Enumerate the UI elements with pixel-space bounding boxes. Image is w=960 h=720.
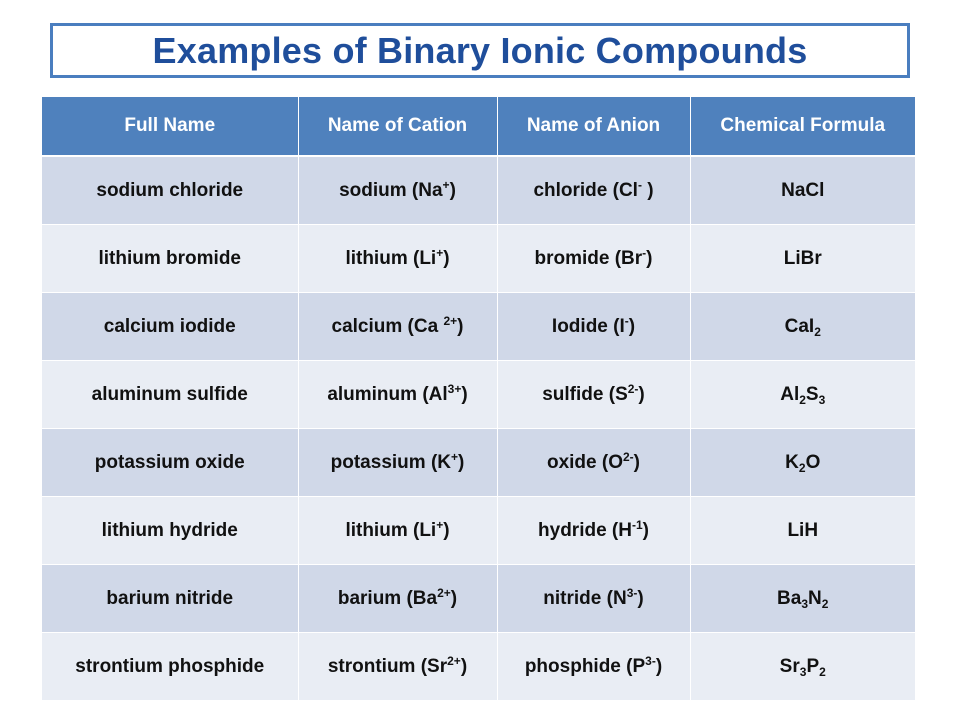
cell-formula [690, 225, 915, 293]
table-row [42, 156, 915, 225]
anion-close: ) [638, 383, 645, 405]
anion-close: ) [628, 315, 636, 337]
cation-charge: 2+ [443, 313, 458, 328]
anion-close: ) [642, 519, 649, 541]
anion-charge: 2- [627, 381, 639, 396]
table-row [42, 293, 915, 361]
cation-close: ) [458, 451, 465, 473]
cell-anion [497, 225, 690, 293]
cell-anion [497, 156, 690, 225]
cell-anion [497, 497, 690, 565]
anion-charge: 3- [645, 653, 656, 668]
cation-close: ) [449, 179, 456, 201]
table-row [42, 225, 915, 293]
cell-cation [298, 565, 497, 633]
page-title: Examples of Binary Ionic Compounds [152, 29, 808, 71]
formula-symbol: Ba [777, 587, 802, 609]
cation-name: sodium (Na [339, 179, 443, 201]
cell-full-name: calcium iodide [42, 293, 298, 361]
anion-name: bromide (Br [534, 247, 643, 269]
anion-charge: - [637, 177, 642, 192]
formula-symbol: LiH [787, 519, 819, 541]
cation-name: aluminum (Al [327, 383, 448, 405]
anion-name: phosphide (P [524, 655, 646, 677]
cation-close: ) [443, 247, 450, 269]
formula-subscript: 2 [814, 324, 821, 339]
cell-formula [690, 633, 915, 701]
formula-symbol: N [808, 587, 822, 609]
anion-name: sulfide (S [542, 383, 628, 405]
header-full-name: Full Name [42, 97, 298, 156]
cell-cation [298, 293, 497, 361]
formula-subscript: 2 [798, 460, 806, 475]
cell-full-name: sodium chloride [42, 156, 298, 225]
anion-close: ) [646, 247, 653, 269]
cell-full-name: lithium hydride [42, 497, 298, 565]
cation-close: ) [443, 519, 450, 541]
anion-name: Iodide (I [551, 315, 625, 337]
formula-symbol: Al [780, 383, 800, 405]
cell-cation [298, 361, 497, 429]
cation-name: barium (Ba [337, 587, 438, 609]
cell-formula [690, 429, 915, 497]
anion-close: ) [633, 451, 640, 473]
cell-full-name: potassium oxide [42, 429, 298, 497]
cation-name: potassium (K [330, 451, 451, 473]
cell-cation [298, 633, 497, 701]
anion-close: ) [641, 179, 654, 201]
cell-full-name: barium nitride [42, 565, 298, 633]
anion-name: chloride (Cl [533, 179, 638, 201]
header-anion: Name of Anion [497, 97, 690, 156]
cation-close: ) [450, 587, 458, 609]
cation-close: ) [460, 655, 468, 677]
cell-full-name: aluminum sulfide [42, 361, 298, 429]
anion-name: oxide (O [546, 451, 623, 473]
cation-charge: 2+ [447, 653, 461, 668]
formula-symbol: Sr [779, 655, 800, 677]
cation-charge: 3+ [447, 381, 462, 396]
cell-cation [298, 429, 497, 497]
cation-close: ) [457, 315, 464, 337]
title-box [50, 23, 910, 78]
formula-subscript: 2 [819, 664, 826, 679]
anion-charge: 3- [626, 585, 638, 600]
cell-cation [298, 225, 497, 293]
cation-name: lithium (Li [345, 247, 437, 269]
formula-symbol: P [806, 655, 820, 677]
formula-subscript: 2 [799, 392, 806, 407]
cation-charge: + [436, 245, 444, 260]
anion-close: ) [637, 587, 644, 609]
anion-name: hydride (H [538, 519, 632, 541]
cell-anion [497, 361, 690, 429]
cell-formula [690, 565, 915, 633]
formula-symbol: O [805, 451, 821, 473]
cation-charge: + [442, 177, 450, 192]
formula-subscript: 3 [818, 392, 826, 407]
cell-formula [690, 361, 915, 429]
anion-charge: -1 [631, 517, 643, 532]
formula-symbol: K [785, 451, 799, 473]
cell-anion [497, 633, 690, 701]
cation-name: lithium (Li [345, 519, 437, 541]
formula-subscript: 3 [799, 664, 807, 679]
cell-full-name: strontium phosphide [42, 633, 298, 701]
anion-close: ) [655, 655, 663, 677]
table-header-row [42, 97, 915, 156]
table-row [42, 565, 915, 633]
table-row [42, 633, 915, 701]
anion-charge: - [642, 245, 647, 260]
cell-cation [298, 156, 497, 225]
anion-name: nitride (N [543, 587, 627, 609]
cation-charge: + [451, 449, 459, 464]
formula-symbol: LiBr [783, 247, 822, 269]
cation-name: calcium (Ca [331, 315, 444, 337]
header-cation: Name of Cation [298, 97, 497, 156]
cell-full-name: lithium bromide [42, 225, 298, 293]
table-row [42, 361, 915, 429]
formula-symbol: S [805, 383, 819, 405]
cell-formula [690, 156, 915, 225]
formula-subscript: 3 [801, 596, 809, 611]
formula-subscript: 2 [821, 596, 829, 611]
table-row [42, 497, 915, 565]
formula-symbol: NaCl [781, 179, 825, 201]
cell-cation [298, 497, 497, 565]
cell-anion [497, 565, 690, 633]
table-row [42, 429, 915, 497]
cell-formula [690, 293, 915, 361]
cell-anion [497, 293, 690, 361]
header-formula: Chemical Formula [690, 97, 915, 156]
cation-name: strontium (Sr [327, 655, 448, 677]
cation-charge: + [436, 517, 444, 532]
formula-symbol: CaI [784, 315, 815, 337]
compounds-table [42, 97, 915, 701]
anion-charge: 2- [623, 449, 634, 464]
cell-anion [497, 429, 690, 497]
anion-charge: - [624, 313, 629, 328]
cell-formula [690, 497, 915, 565]
table-body [42, 156, 915, 701]
cation-close: ) [461, 383, 468, 405]
cation-charge: 2+ [437, 585, 451, 600]
